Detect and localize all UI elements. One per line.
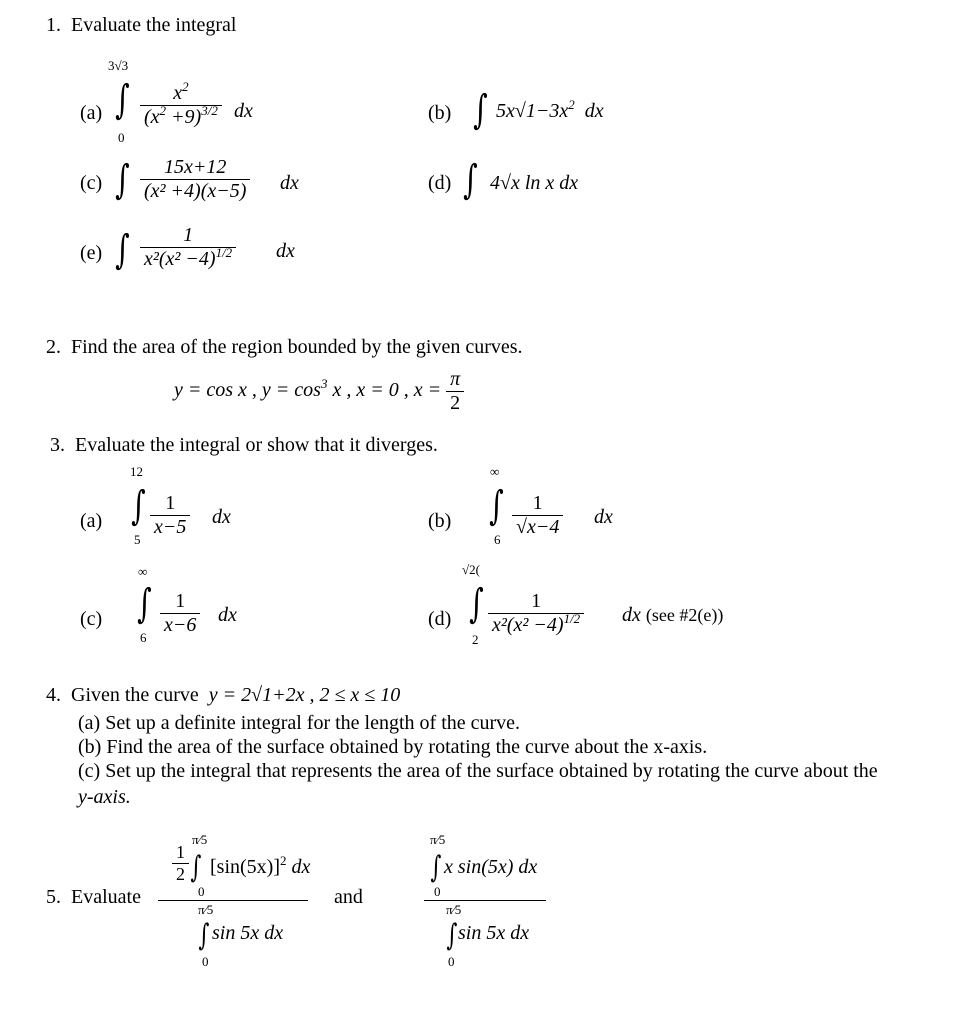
p5-right-den-upper: π⁄5 xyxy=(446,902,462,917)
p1e-dx: dx xyxy=(276,240,295,262)
p1e-label: (e) xyxy=(80,242,103,264)
p1c-dx: dx xyxy=(280,172,299,194)
p4-heading xyxy=(46,684,400,707)
p1c-label: (c) xyxy=(80,172,103,194)
p5-right-denominator: sin 5x dx xyxy=(458,922,530,944)
p3b-upper-limit: ∞ xyxy=(490,464,500,479)
p3d-label: (d) xyxy=(428,608,452,630)
p3b-integral-sign: ∫ xyxy=(489,483,504,529)
p5-right-num-lower: 0 xyxy=(434,884,441,899)
p5-left-num-integral-sign: ∫ xyxy=(190,850,202,885)
p1a-upper-limit: 3√3 xyxy=(108,58,129,73)
p5-right-fraction-bar xyxy=(424,900,546,901)
p5-left-num-upper: π⁄5 xyxy=(192,832,208,847)
p3d-upper-limit: √2( xyxy=(462,562,480,577)
p1-title: Evaluate the integral xyxy=(71,14,237,36)
p2-title: Find the area of the region bounded by the given curves. xyxy=(71,336,523,358)
p3c-lower-limit: 6 xyxy=(140,630,147,645)
p3a-integral-sign: ∫ xyxy=(131,483,146,529)
p3c-label: (c) xyxy=(80,608,103,630)
p3a-fraction: $\frac{1}{x-5}$ xyxy=(150,492,190,539)
p3d-integral-sign: ∫ xyxy=(469,581,484,627)
p5-left-den-upper: π⁄5 xyxy=(198,902,214,917)
p1b-integrand: $5x√1-3x^2$ dx xyxy=(496,97,604,122)
p5-right-den-integral-sign: ∫ xyxy=(446,918,458,953)
p5-right-den-lower: 0 xyxy=(448,954,455,969)
p5-right-num-upper: π⁄5 xyxy=(430,832,446,847)
p5-left-num-lower: 0 xyxy=(198,884,205,899)
p1a-fraction: $\frac{x^2}{(x^2 +9)^{3/2}}$ xyxy=(140,82,222,129)
p1d-integrand: 4√x ln x dx xyxy=(490,172,579,194)
p3a-upper-limit: 12 xyxy=(130,464,143,479)
p3a-dx: dx xyxy=(212,506,231,528)
p4-part-a: (a) Set up a definite integral for the length of the curve. xyxy=(78,712,521,734)
p2-curves: y = cos x , $y = \cos^3 x$ , x = 0 , x = $\frac{\pi}{2}$ xyxy=(174,368,464,415)
p5-left-den-integral-sign: ∫ xyxy=(198,918,210,953)
p3c-fraction: $\frac{1}{x-6}$ xyxy=(160,590,200,637)
p5-left-denominator: sin 5x dx xyxy=(212,922,284,944)
p4-title: Given the curve xyxy=(71,684,199,706)
p5-and: and xyxy=(334,886,363,908)
p3c-upper-limit: ∞ xyxy=(138,564,148,579)
p5-number: 5. xyxy=(46,886,61,908)
p1-number: 1. xyxy=(46,14,61,36)
p3d-dx-note: dx (see #2(e)) xyxy=(622,604,724,626)
p3-title: Evaluate the integral or show that it diverges. xyxy=(75,434,438,456)
p3-heading xyxy=(50,434,438,457)
p1a-dx: dx xyxy=(234,100,253,122)
p1b-label: (b) xyxy=(428,102,452,124)
p1a-lower-limit: 0 xyxy=(118,130,125,145)
p1c-fraction: $\frac{15x+12}{\text{(x² +4)(x−5)}}$ xyxy=(140,156,250,203)
p2-number: 2. xyxy=(46,336,61,358)
p4-number: 4. xyxy=(46,684,61,706)
p1e-integral-sign: ∫ xyxy=(115,227,130,273)
p3-number: 3. xyxy=(50,434,65,456)
p1a-label: (a) xyxy=(80,102,103,124)
p3b-label: (b) xyxy=(428,510,452,532)
p4-part-c: (c) Set up the integral that represents the area of the surface obtained by rotating the curve about the xyxy=(78,760,878,782)
p5-left-coef: $\frac{1}{2}$ xyxy=(172,842,189,885)
p3b-dx: dx xyxy=(594,506,613,528)
p5-left-den-lower: 0 xyxy=(202,954,209,969)
p1a-num: x xyxy=(173,82,183,104)
p1b-integral-sign: ∫ xyxy=(473,87,488,133)
p5-left-fraction-bar xyxy=(158,900,308,901)
p1-heading xyxy=(46,14,236,37)
p3d-lower-limit: 2 xyxy=(472,632,479,647)
p1d-label: (d) xyxy=(428,172,452,194)
p3a-lower-limit: 5 xyxy=(134,532,141,547)
p5-title: Evaluate xyxy=(71,886,141,908)
p3d-fraction: $\frac{1}{x^2(x^2 -4)^{1/2}}$ xyxy=(488,590,584,637)
p4-curve: y = 2√1+2x , 2 ≤ x ≤ 10 xyxy=(208,684,401,706)
p1a-integral-sign: ∫ xyxy=(115,77,130,123)
p1d-integral-sign: ∫ xyxy=(463,157,478,203)
p3c-dx: dx xyxy=(218,604,237,626)
p5-left-numerator: $[\sin(5x)]^2$ dx xyxy=(210,853,311,878)
p2-heading xyxy=(46,336,523,359)
p3a-label: (a) xyxy=(80,510,103,532)
p4-part-b: (b) Find the area of the surface obtained by rotating the curve about the x-axis. xyxy=(78,736,708,758)
p3b-fraction: $\frac{1}{√x-4}$ xyxy=(512,492,563,539)
p1c-integral-sign: ∫ xyxy=(115,157,130,203)
p4-part-c-cont: y-axis. xyxy=(78,786,131,808)
p1e-fraction: $\frac{1}{x^2(x^2 -4)^{1/2}}$ xyxy=(140,224,236,271)
p3c-integral-sign: ∫ xyxy=(137,581,152,627)
p5-right-numerator: x sin(5x) dx xyxy=(444,856,538,878)
p3b-lower-limit: 6 xyxy=(494,532,501,547)
p5-heading xyxy=(46,886,141,909)
p5-right-num-integral-sign: ∫ xyxy=(430,850,442,885)
